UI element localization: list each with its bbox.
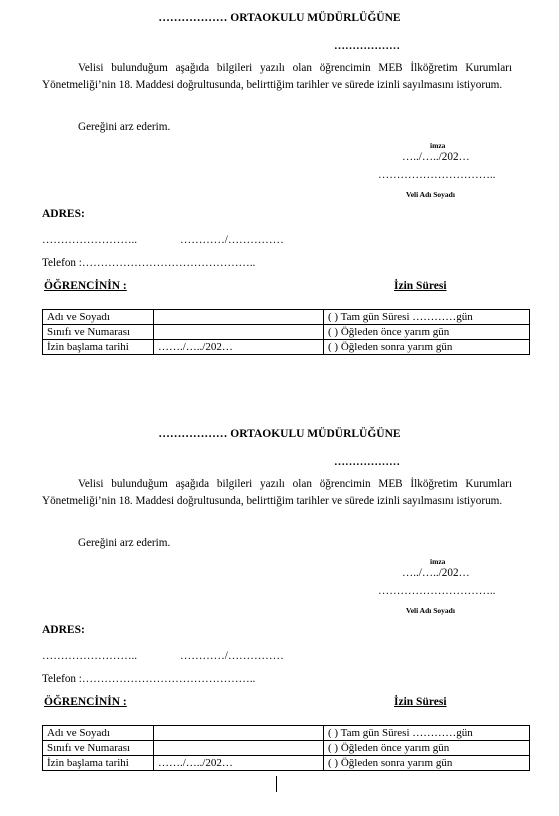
name-field[interactable] — [154, 310, 324, 325]
morning-half-day-option[interactable]: ( ) Öğleden önce yarım gün — [324, 325, 530, 340]
class-number-label: Sınıfı ve Numarası — [43, 325, 154, 340]
start-date-field[interactable]: ……./…../202… — [154, 756, 324, 771]
closing-text: Gereğini arz ederim. — [78, 537, 171, 549]
signature-label: imza — [430, 557, 446, 566]
class-number-label: Sınıfı ve Numarası — [43, 741, 154, 756]
signature-label: imza — [430, 141, 446, 150]
name-label: Adı ve Soyadı — [43, 726, 154, 741]
student-heading: ÖĞRENCİNİN : — [44, 696, 127, 708]
address-line-2[interactable]: …………/…………… — [180, 650, 284, 662]
cut-mark — [276, 776, 277, 792]
start-date-label: İzin başlama tarihi — [43, 756, 154, 771]
leave-duration-heading: İzin Süresi — [394, 280, 447, 292]
full-day-option[interactable]: ( ) Tam gün Süresi …………gün — [324, 726, 530, 741]
address-label: ADRES: — [42, 208, 85, 220]
morning-half-day-option[interactable]: ( ) Öğleden önce yarım gün — [324, 741, 530, 756]
signature-line[interactable]: ………………………….. — [378, 585, 496, 597]
table-row — [43, 741, 530, 756]
table-row — [43, 726, 530, 741]
leave-duration-heading: İzin Süresi — [394, 696, 447, 708]
name-label: Adı ve Soyadı — [43, 310, 154, 325]
guardian-name-label: Veli Adı Soyadı — [406, 190, 455, 199]
request-paragraph: Velisi bulunduğum aşağıda bilgileri yazılı olan öğrencimin MEB İlköğretim Kurumları Yönetmeliği’nin 18. Maddesi doğrultusunda, belirttiğim tarihler ve sürede izinli sayılmasını istiyorum. — [42, 478, 512, 507]
name-field[interactable] — [154, 726, 324, 741]
address-line-1[interactable]: …………………….. — [42, 650, 138, 662]
start-date-label: İzin başlama tarihi — [43, 340, 154, 355]
class-number-field[interactable] — [154, 325, 324, 340]
address-line-1[interactable]: …………………….. — [42, 234, 138, 246]
form-title: ……………… ORTAOKULU MÜDÜRLÜĞÜNE — [158, 428, 401, 440]
table-row — [43, 340, 530, 355]
afternoon-half-day-option[interactable]: ( ) Öğleden sonra yarım gün — [324, 340, 530, 355]
phone-field[interactable]: Telefon :……………………………………….. — [42, 673, 256, 685]
table-row — [43, 756, 530, 771]
address-line-2[interactable]: …………/…………… — [180, 234, 284, 246]
signature-line[interactable]: ………………………….. — [378, 169, 496, 181]
leave-form-bottom — [0, 416, 559, 816]
phone-field[interactable]: Telefon :……………………………………….. — [42, 257, 256, 269]
date-field[interactable]: …../…../202… — [402, 567, 470, 579]
guardian-name-label: Veli Adı Soyadı — [406, 606, 455, 615]
form-title: ……………… ORTAOKULU MÜDÜRLÜĞÜNE — [158, 12, 401, 24]
closing-text: Gereğini arz ederim. — [78, 121, 171, 133]
request-paragraph: Velisi bulunduğum aşağıda bilgileri yazılı olan öğrencimin MEB İlköğretim Kurumları Yönetmeliği’nin 18. Maddesi doğrultusunda, belirttiğim tarihler ve sürede izinli sayılmasını istiyorum. — [42, 62, 512, 91]
date-field[interactable]: …../…../202… — [402, 151, 470, 163]
table-row — [43, 325, 530, 340]
district-dots: ……………… — [334, 40, 400, 52]
full-day-option[interactable]: ( ) Tam gün Süresi …………gün — [324, 310, 530, 325]
student-heading: ÖĞRENCİNİN : — [44, 280, 127, 292]
class-number-field[interactable] — [154, 741, 324, 756]
leave-form-top — [0, 0, 559, 400]
district-dots: ……………… — [334, 456, 400, 468]
address-label: ADRES: — [42, 624, 85, 636]
student-info-table — [42, 309, 530, 355]
start-date-field[interactable]: ……./…../202… — [154, 340, 324, 355]
table-row — [43, 310, 530, 325]
afternoon-half-day-option[interactable]: ( ) Öğleden sonra yarım gün — [324, 756, 530, 771]
student-info-table — [42, 725, 530, 771]
